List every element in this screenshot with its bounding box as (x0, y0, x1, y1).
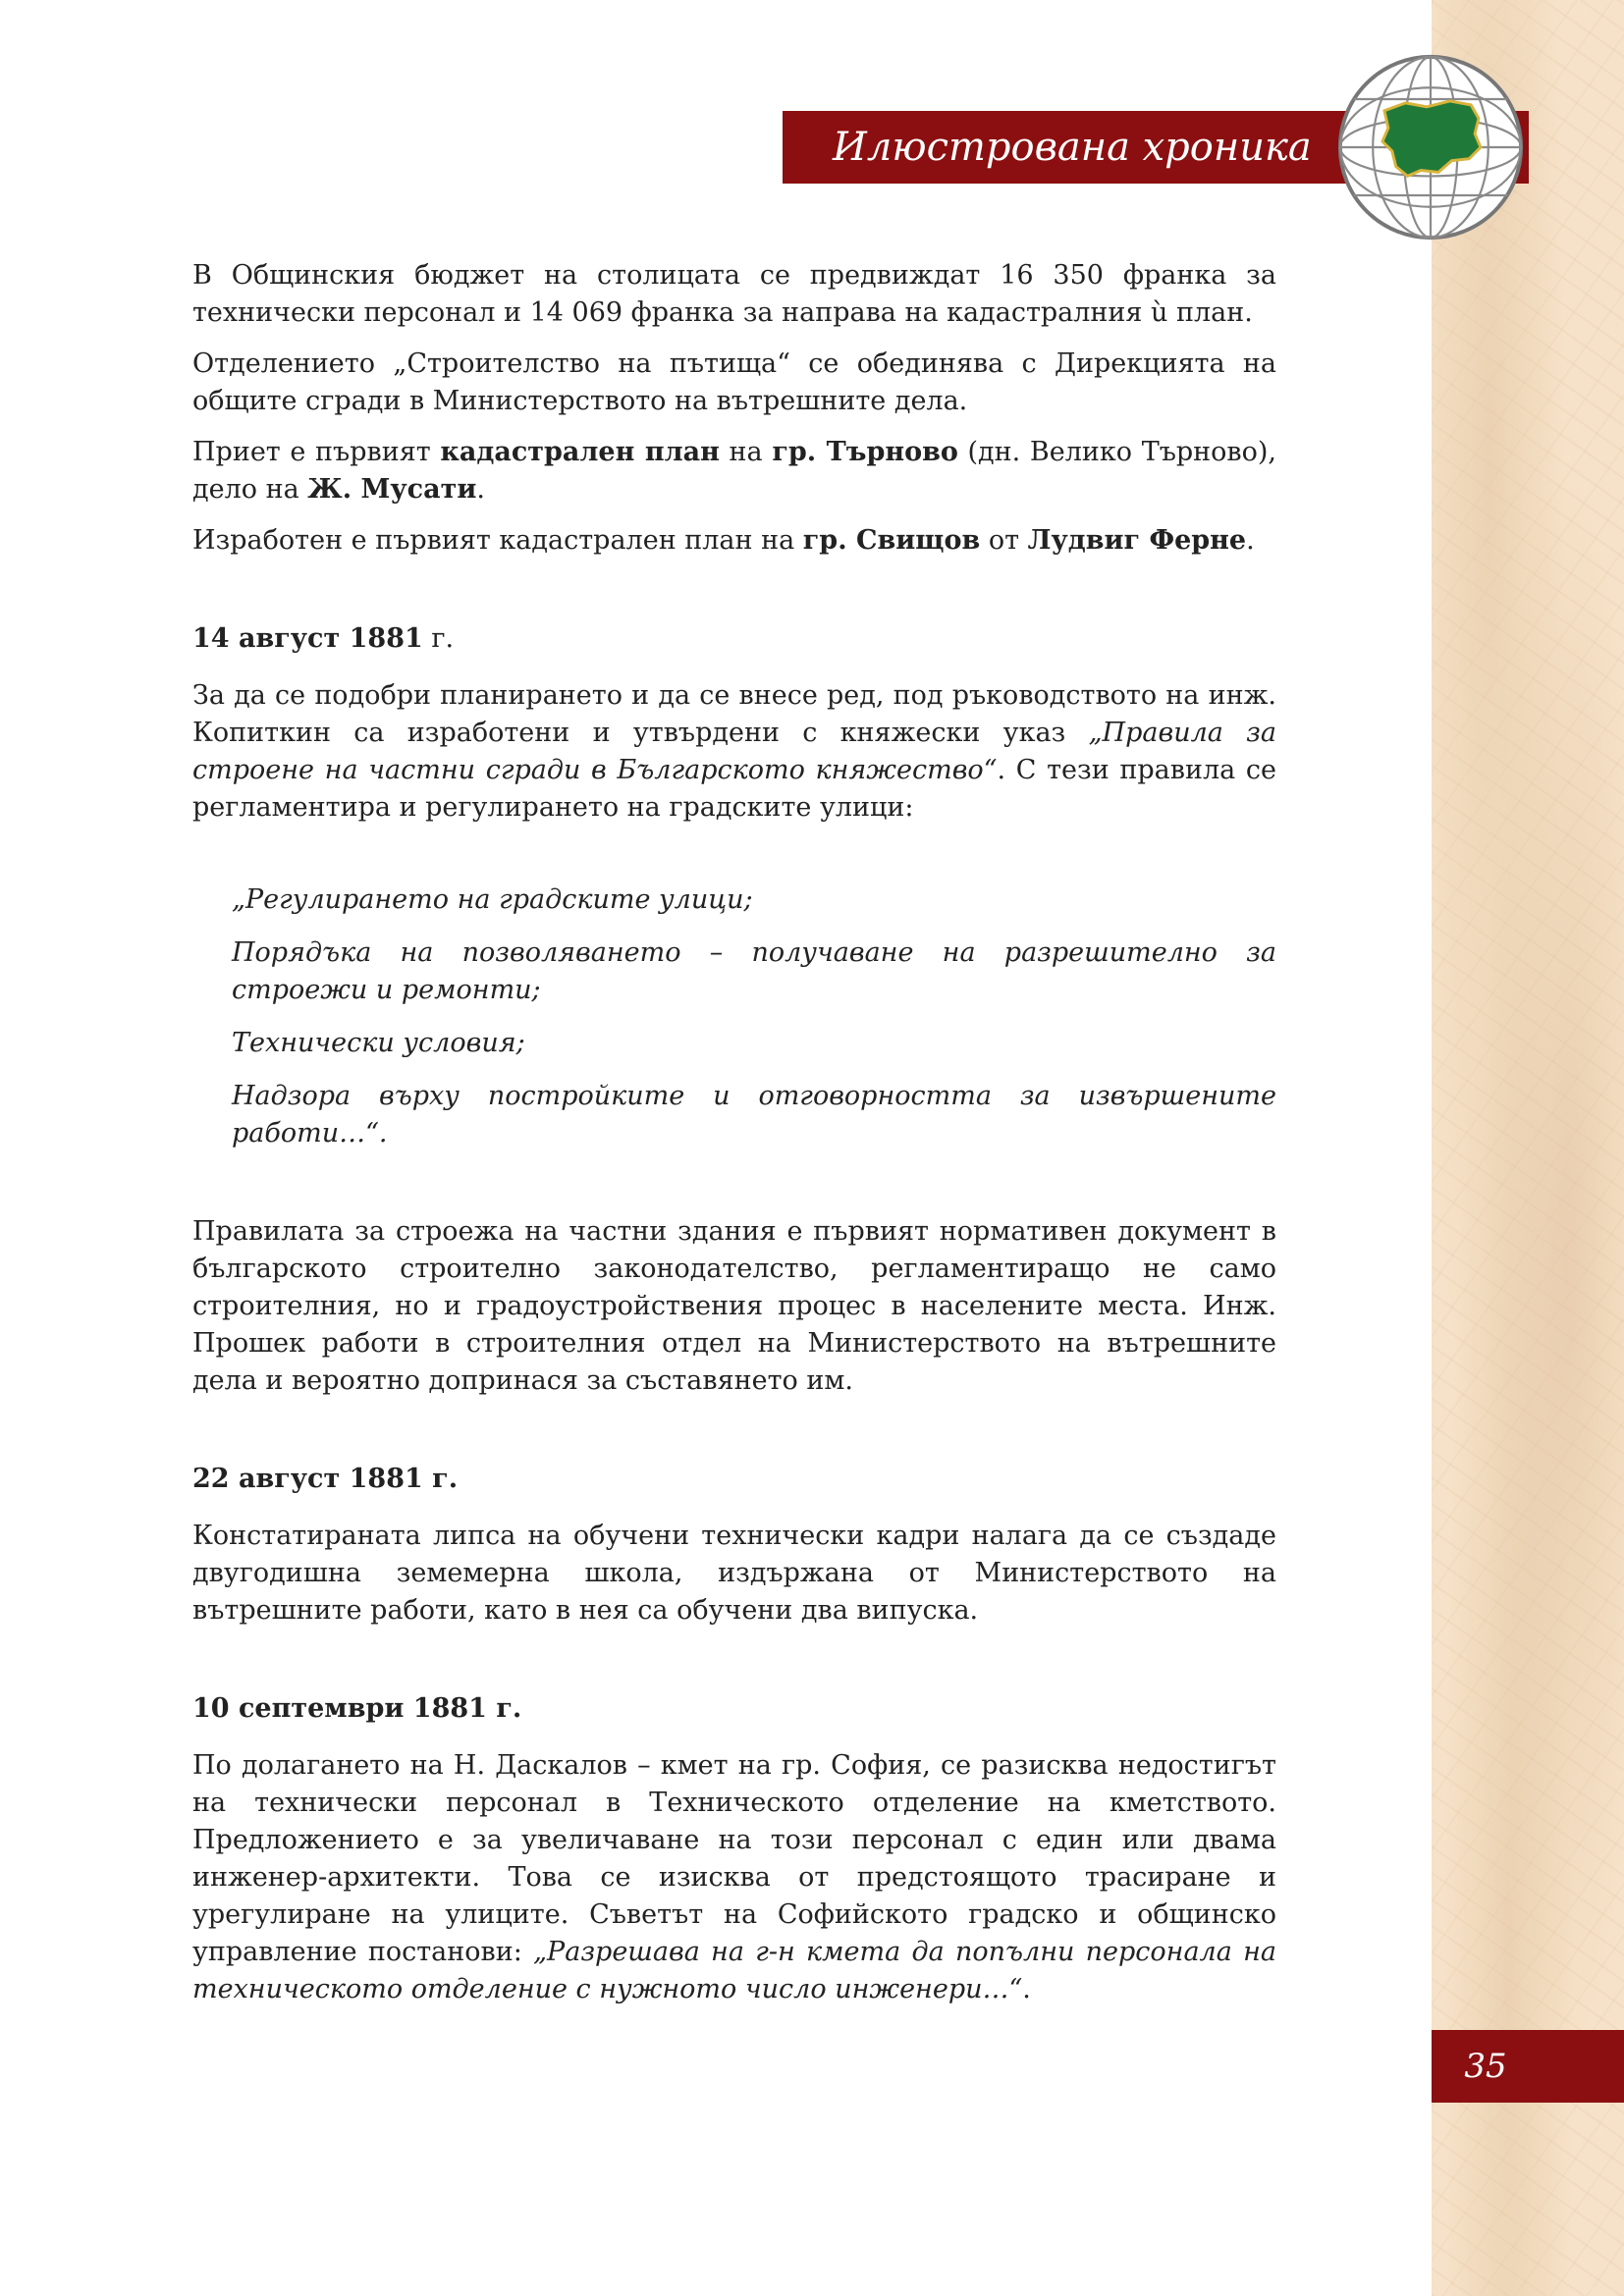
intro-paragraph-tarnovo: Приет е първият кадастрален план на гр. Търново (дн. Велико Търново), дело на Ж. Мусати. (192, 437, 1276, 505)
globe-bulgaria-map-icon (1334, 51, 1527, 243)
decorative-side-strip (1432, 0, 1624, 2296)
quote-item: Надзора върху постройките и отговорността за извършените работи…“. (232, 1081, 1276, 1148)
quote-block (232, 881, 1276, 1152)
page-content (192, 257, 1276, 2022)
page-number: 35 (1464, 2047, 1507, 2086)
quote-item: „Регулирането на градските улици; (232, 884, 753, 915)
intro-paragraph-svishtov: Изработен е първият кадастрален план на гр. Свищов от Лудвиг Ферне. (192, 525, 1255, 556)
quote-item: Порядъка на позволяването – получаване на разрешително за строежи и ремонти; (232, 937, 1276, 1005)
header-title: Илюстрована хроника (833, 125, 1312, 170)
section-date: 22 август 1881 г. (192, 1464, 459, 1494)
section-paragraph: По долагането на Н. Даскалов – кмет на гр. София, се разисква недостигът на технически персонал в Техническото отделение на кметството. Предложението е за увеличаване на този персонал с един или двама инженер-архитекти. Това се изисква от предстоящото трасиране и урегулиране на улиците. Съветът на Софийското градско и общинско управление постанови: „Разрешава на г-н кмета да попълни персонала на техническото отделение с нужното число инженери…“. (192, 1750, 1276, 2004)
intro-paragraph-roads: Отделението „Строителство на пътища“ се обединява с Дирекцията на общите сгради в Министерството на вътрешните дела. (192, 348, 1276, 416)
quote-item: Технически условия; (232, 1028, 525, 1058)
section-date: 10 септември 1881 г. (192, 1693, 522, 1724)
section-10-september-1881 (192, 1690, 1276, 2008)
intro-paragraph-budget: В Общинския бюджет на столицата се предвиждат 16 350 франка за технически персонал и 14 069 франка за направа на кадастралния ù план. (192, 260, 1276, 328)
section-paragraph: Констатираната липса на обучени технически кадри налага да се създаде двугодишна земемерна школа, издържана от Министерството на вътрешните работи, като в нея са обучени два випуска. (192, 1521, 1276, 1626)
section-14-august-1881 (192, 620, 1276, 1400)
section-paragraph: Правилата за строежа на частни здания е първият нормативен документ в българското строително законодателство, регламентиращо не само строителния, но и градоустройствения процес в населените места. Инж. Прошек работи в строителния отдел на Министерството на вътрешните дела и вероятно допринася за съставянето им. (192, 1216, 1276, 1396)
section-22-august-1881 (192, 1461, 1276, 1629)
section-paragraph: За да се подобри планирането и да се внесе ред, под ръководството на инж. Копиткин са изработени и утвърдени с княжески указ „Правила за строене на частни сгради в Българското княжество“. С тези правила се регламентира и регулирането на градските улици: (192, 680, 1276, 823)
section-date: 14 август 1881 г. (192, 623, 455, 654)
